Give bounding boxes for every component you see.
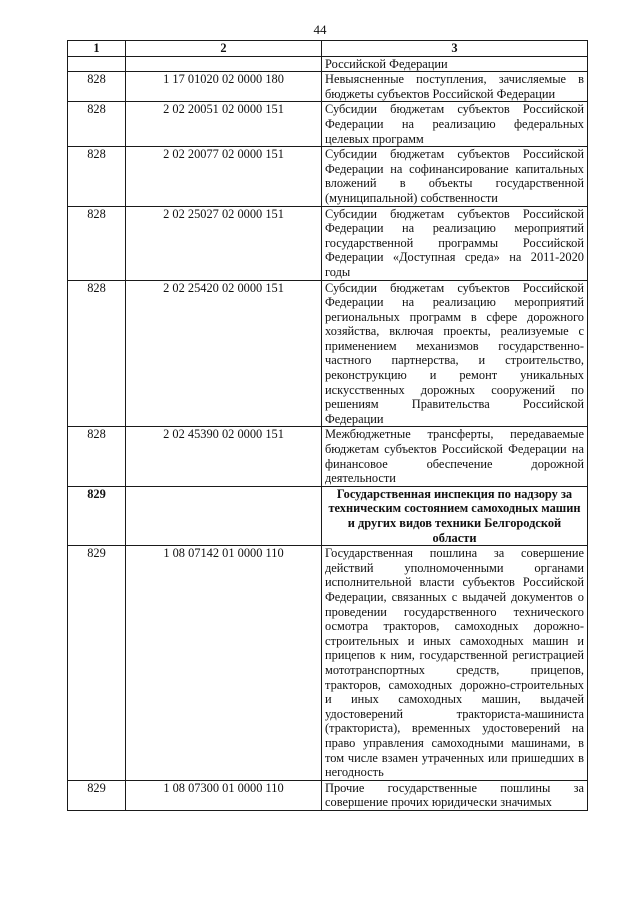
table-row [68,206,588,280]
admin-code-cell: 829 [68,780,126,810]
table-row [68,72,588,102]
budget-classification-code-cell: 1 17 01020 02 0000 180 [126,72,322,102]
column-header-2: 2 [126,41,322,57]
budget-revenue-table [67,40,588,811]
table-row [68,147,588,206]
budget-classification-code-cell: 1 08 07142 01 0000 110 [126,546,322,781]
table-body [68,56,588,810]
budget-classification-code-cell [126,486,322,545]
column-header-1: 1 [68,41,126,57]
revenue-name-cell: Прочие государственные пошлины за совершение прочих юридически значимых [322,780,588,810]
admin-code-cell [68,56,126,72]
table-row [68,280,588,427]
budget-classification-code-cell: 2 02 25420 02 0000 151 [126,280,322,427]
revenue-name-cell: Государственная инспекция по надзору за техническим состоянием самоходных машин и других видов техники Белгородской области [322,486,588,545]
revenue-name-cell: Российской Федерации [322,56,588,72]
admin-code-cell: 828 [68,102,126,147]
budget-classification-code-cell: 1 08 07300 01 0000 110 [126,780,322,810]
table-row [68,427,588,486]
budget-classification-code-cell: 2 02 25027 02 0000 151 [126,206,322,280]
page-number: 44 [313,22,327,37]
column-header-row [68,41,588,57]
table-row [68,56,588,72]
admin-code-cell: 828 [68,280,126,427]
admin-code-cell: 829 [68,486,126,545]
budget-classification-code-cell: 2 02 45390 02 0000 151 [126,427,322,486]
revenue-name-cell: Государственная пошлина за совершение действий уполномоченными органами исполнительной власти субъектов Российской Федерации, связанных с выдачей документов о проведении государственного технического осмотра тракторов, самоходных дорожно-строительных и иных самоходных машин и прицепов к ним, государственной регистрацией мототранспортных средств, прицепов, тракторов, самоходных дорожно-строительных и иных самоходных машин, выдачей удостоверений тракториста-машиниста (тракториста), временных удостоверений на право управления самоходными машинами, в том числе взамен утраченных или пришедших в негодность [322,546,588,781]
revenue-name-cell: Межбюджетные трансферты, передаваемые бюджетам субъектов Российской Федерации на финансовое обеспечение дорожной деятельности [322,427,588,486]
table-section-header-row [68,486,588,545]
budget-classification-code-cell [126,56,322,72]
table-row [68,546,588,781]
budget-classification-code-cell: 2 02 20051 02 0000 151 [126,102,322,147]
table-row [68,780,588,810]
revenue-name-cell: Невыясненные поступления, зачисляемые в бюджеты субъектов Российской Федерации [322,72,588,102]
column-header-3: 3 [322,41,588,57]
budget-classification-code-cell: 2 02 20077 02 0000 151 [126,147,322,206]
admin-code-cell: 828 [68,206,126,280]
revenue-name-cell: Субсидии бюджетам субъектов Российской Федерации на реализацию федеральных целевых программ [322,102,588,147]
admin-code-cell: 828 [68,427,126,486]
revenue-name-cell: Субсидии бюджетам субъектов Российской Федерации на реализацию мероприятий государственной программы Российской Федерации «Доступная среда» на 2011-2020 годы [322,206,588,280]
revenue-name-cell: Субсидии бюджетам субъектов Российской Федерации на софинансирование капитальных вложений в объекты государственной (муниципальной) собственности [322,147,588,206]
admin-code-cell: 828 [68,72,126,102]
admin-code-cell: 828 [68,147,126,206]
admin-code-cell: 829 [68,546,126,781]
revenue-name-cell: Субсидии бюджетам субъектов Российской Федерации на реализацию мероприятий региональных программ в сфере дорожного хозяйства, включая проекты, реализуемые с применением механизмов государственно-частного партнерства, и строительство, реконструкцию и ремонт уникальных искусственных дорожных сооружений по решениям Правительства Российской Федерации [322,280,588,427]
table-row [68,102,588,147]
